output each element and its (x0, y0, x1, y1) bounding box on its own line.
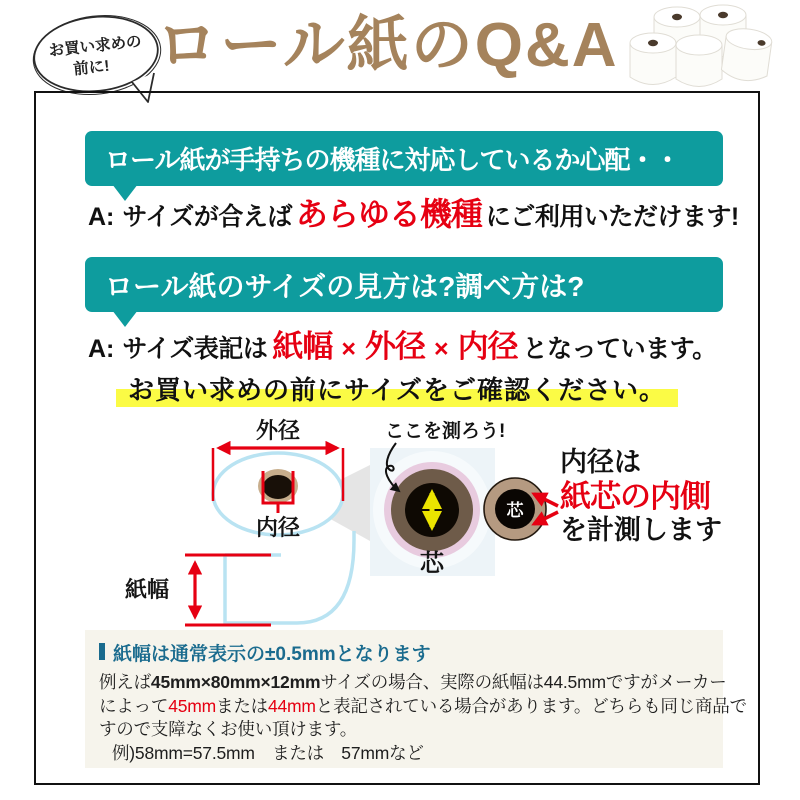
note-heading-text: 紙幅は通常表示の±0.5mmとなります (113, 644, 431, 665)
core-photo-label: 芯 (420, 550, 444, 577)
answer2-width: 紙幅 (272, 329, 333, 364)
question1-banner (85, 131, 723, 186)
note-line1-pre: 例えば (99, 672, 151, 692)
width-tolerance-note (85, 630, 747, 768)
note-line4: 例)58mm=57.5mm または 57mmなど (112, 742, 424, 763)
caption-line3: を計測します (560, 515, 722, 545)
answer2-outer: 外径 (365, 329, 426, 364)
note-line3: すので支障なくお使い頂けます。 (99, 719, 358, 739)
question2-banner (85, 257, 723, 312)
paper-roll (676, 35, 722, 87)
note-heading-bar-icon (99, 643, 105, 660)
answer2-after: となっています。 (522, 335, 717, 363)
caption-line1: 内径は (560, 447, 641, 477)
size-check-notice (36, 370, 758, 407)
bubble-text-line1: お買い求めの (48, 33, 143, 60)
answer1 (88, 195, 739, 233)
note-line2-red2: 44mm (267, 695, 316, 716)
core-hole (263, 475, 293, 499)
measure-here-label: ここを測ろう! (385, 421, 506, 442)
question2-text: ロール紙のサイズの見方は?調べ方は? (105, 270, 585, 302)
answer1-prefix: A: (88, 203, 115, 231)
question2-banner-tail (112, 310, 138, 327)
inner-diameter-caption (560, 449, 722, 544)
note-line2-mid: または (216, 695, 268, 716)
note-line1-size: 45mm×80mm×12mm (150, 672, 321, 692)
bubble-text-line2: 前に! (72, 57, 111, 79)
note-line2 (99, 695, 747, 719)
answer1-highlight: あらゆる機種 (295, 196, 482, 232)
answer2-before: サイズ表記は (122, 335, 268, 363)
inner-diameter-label: 内径 (255, 515, 301, 540)
question1-text: ロール紙が手持ちの機種に対応しているか心配・・ (105, 145, 680, 175)
note-line2-post: と表記されている場合があります。どちらも同じ商品で (315, 695, 747, 716)
answer2 (88, 328, 717, 365)
answer2-inner: 内径 (457, 329, 518, 364)
paper-rolls-image (626, 4, 794, 94)
note-heading (99, 639, 709, 666)
answer1-before: サイズが合えば (122, 203, 292, 231)
core-illustration (484, 478, 558, 540)
paper-width-label: 紙幅 (124, 577, 170, 602)
size-check-notice-text: お買い求めの前にサイズをご確認ください。 (116, 370, 678, 407)
note-line1 (99, 671, 727, 695)
paper-roll (630, 33, 676, 85)
caption-highlight: 紙芯の内側 (560, 479, 710, 514)
note-line2-red1: 45mm (168, 695, 217, 716)
page-title: ロール紙のQ&A (156, 11, 619, 80)
paper-roll (720, 26, 773, 83)
outer-diameter-label: 外径 (255, 418, 301, 443)
answer2-times2: × (434, 335, 449, 363)
note-line1-post: サイズの場合、実際の紙幅は44.5mmですがメーカー (320, 672, 727, 692)
answer2-times1: × (341, 335, 357, 363)
answer1-after: にご利用いただけます! (485, 203, 739, 231)
answer2-prefix: A: (88, 335, 115, 363)
core-circle-label: 芯 (506, 501, 524, 520)
note-line2-pre: によって (99, 695, 169, 716)
